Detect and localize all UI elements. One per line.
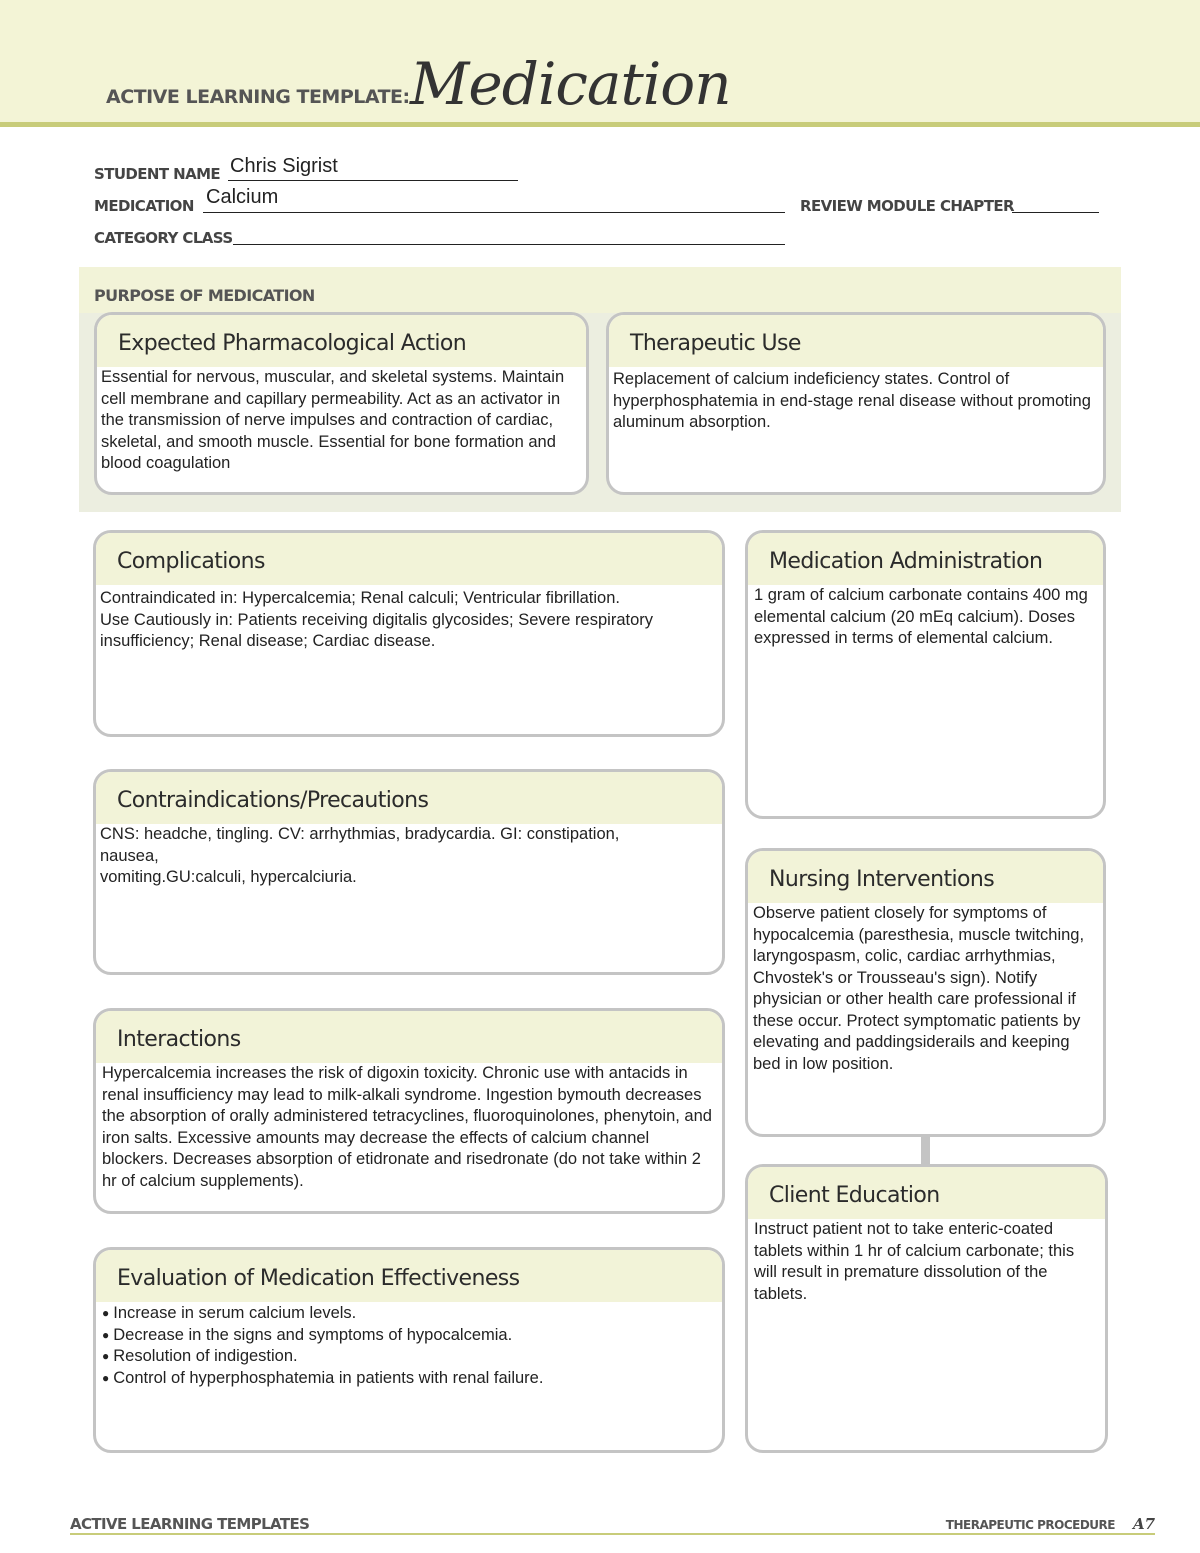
- medication-administration-box: [745, 530, 1106, 819]
- review-module-label: REVIEW MODULE CHAPTER: [800, 197, 1014, 215]
- complications-text[interactable]: [96, 585, 722, 653]
- therapeutic-use-title: Therapeutic Use: [609, 315, 1103, 367]
- page-title: Medication: [410, 50, 731, 118]
- contraindications-line-1: CNS: headche, tingling. CV: arrhythmias, bradycardia. GI: constipation, nausea,: [100, 825, 620, 865]
- medication-line: [203, 212, 785, 213]
- evaluation-item: ● Resolution of indigestion.: [102, 1346, 718, 1368]
- purpose-label: PURPOSE OF MEDICATION: [94, 286, 315, 305]
- nursing-interventions-box: [745, 848, 1106, 1137]
- client-education-text[interactable]: Instruct patient not to take enteric-coated tablets within 1 hr of calcium carbonate; this will result in premature dissolution of the tablets.: [754, 1220, 1075, 1303]
- client-education-box: [745, 1164, 1108, 1453]
- client-education-title: Client Education: [748, 1167, 1105, 1219]
- evaluation-item: ● Decrease in the signs and symptoms of hypocalcemia.: [102, 1325, 718, 1347]
- complications-title: Complications: [96, 533, 722, 585]
- complications-line-1: Contraindicated in: Hypercalcemia; Renal calculi; Ventricular fibrillation.: [100, 589, 620, 607]
- evaluation-title: Evaluation of Medication Effectiveness: [96, 1250, 722, 1302]
- interactions-text[interactable]: Hypercalcemia increases the risk of digoxin toxicity. Chronic use with antacids in renal insufficiency may lead to milk-alkali syndrome. Ingestion bymouth decreases the absorption of orally administered tetracyclines, fluoroquinolones, phenytoin, and iron salts. Excessive amounts may decrease the effects of calcium channel blockers. Decreases absorption of etidronate and risedronate (do not take within 2 hr of calcium supplements).: [102, 1064, 712, 1190]
- therapeutic-use-box: [606, 312, 1106, 495]
- footer-right-label: THERAPEUTIC PROCEDURE: [945, 1518, 1115, 1532]
- contraindications-title: Contraindications/Precautions: [96, 772, 722, 824]
- category-class-label: CATEGORY CLASS: [94, 229, 233, 247]
- footer-left-label: ACTIVE LEARNING TEMPLATES: [70, 1515, 310, 1533]
- evaluation-box: [93, 1247, 725, 1453]
- nursing-interventions-text[interactable]: Observe patient closely for symptoms of hypocalcemia (paresthesia, muscle twitching, laryngospasm, colic, cardiac arrhythmias, Chvostek's or Trousseau's sign). Notify physician or other health care professional if these occur. Protect symptomatic patients by elevating and paddingsiderails and keeping bed in low position.: [753, 904, 1085, 1073]
- complications-box: [93, 530, 725, 737]
- expected-action-title: Expected Pharmacological Action: [97, 315, 586, 367]
- page-number: A7: [1133, 1515, 1156, 1533]
- evaluation-list[interactable]: [96, 1302, 722, 1389]
- review-module-line: [1012, 212, 1099, 213]
- contraindications-text[interactable]: [96, 824, 722, 889]
- contraindications-box: [93, 769, 725, 975]
- footer-rule: [70, 1533, 1155, 1535]
- evaluation-item: ● Control of hyperphosphatemia in patients with renal failure.: [102, 1368, 718, 1390]
- student-name-line: [228, 180, 518, 181]
- interactions-box: [93, 1008, 725, 1214]
- student-name-label: STUDENT NAME: [94, 165, 221, 183]
- template-prefix: ACTIVE LEARNING TEMPLATE:: [106, 86, 410, 108]
- contraindications-line-2: vomiting.GU:calculi, hypercalciuria.: [100, 868, 357, 886]
- medication-label: MEDICATION: [94, 197, 194, 215]
- evaluation-item: ● Increase in serum calcium levels.: [102, 1303, 718, 1325]
- expected-action-text[interactable]: Essential for nervous, muscular, and skeletal systems. Maintain cell membrane and capillary permeability. Act as an activator in the transmission of nerve impulses and contraction of cardiac, skeletal, and smooth muscle. Essential for bone formation and blood coagulation: [101, 368, 565, 472]
- expected-action-box: [94, 312, 589, 495]
- category-class-line: [233, 244, 785, 245]
- medication-administration-title: Medication Administration: [748, 533, 1103, 585]
- complications-line-2: Use Cautiously in: Patients receiving digitalis glycosides; Severe respiratory insufficiency; Renal disease; Cardiac disease.: [100, 610, 653, 650]
- interactions-title: Interactions: [96, 1011, 722, 1063]
- medication-administration-text[interactable]: 1 gram of calcium carbonate contains 400 mg elemental calcium (20 mEq calcium). Doses expressed in terms of elemental calcium.: [754, 586, 1088, 647]
- box-connector: [921, 1136, 930, 1166]
- medication-field[interactable]: Calcium: [206, 186, 279, 208]
- nursing-interventions-title: Nursing Interventions: [748, 851, 1103, 903]
- student-name-field[interactable]: Chris Sigrist: [230, 155, 338, 177]
- therapeutic-use-text[interactable]: Replacement of calcium indeficiency states. Control of hyperphosphatemia in end-stage renal disease without promoting aluminum absorption.: [613, 370, 1091, 431]
